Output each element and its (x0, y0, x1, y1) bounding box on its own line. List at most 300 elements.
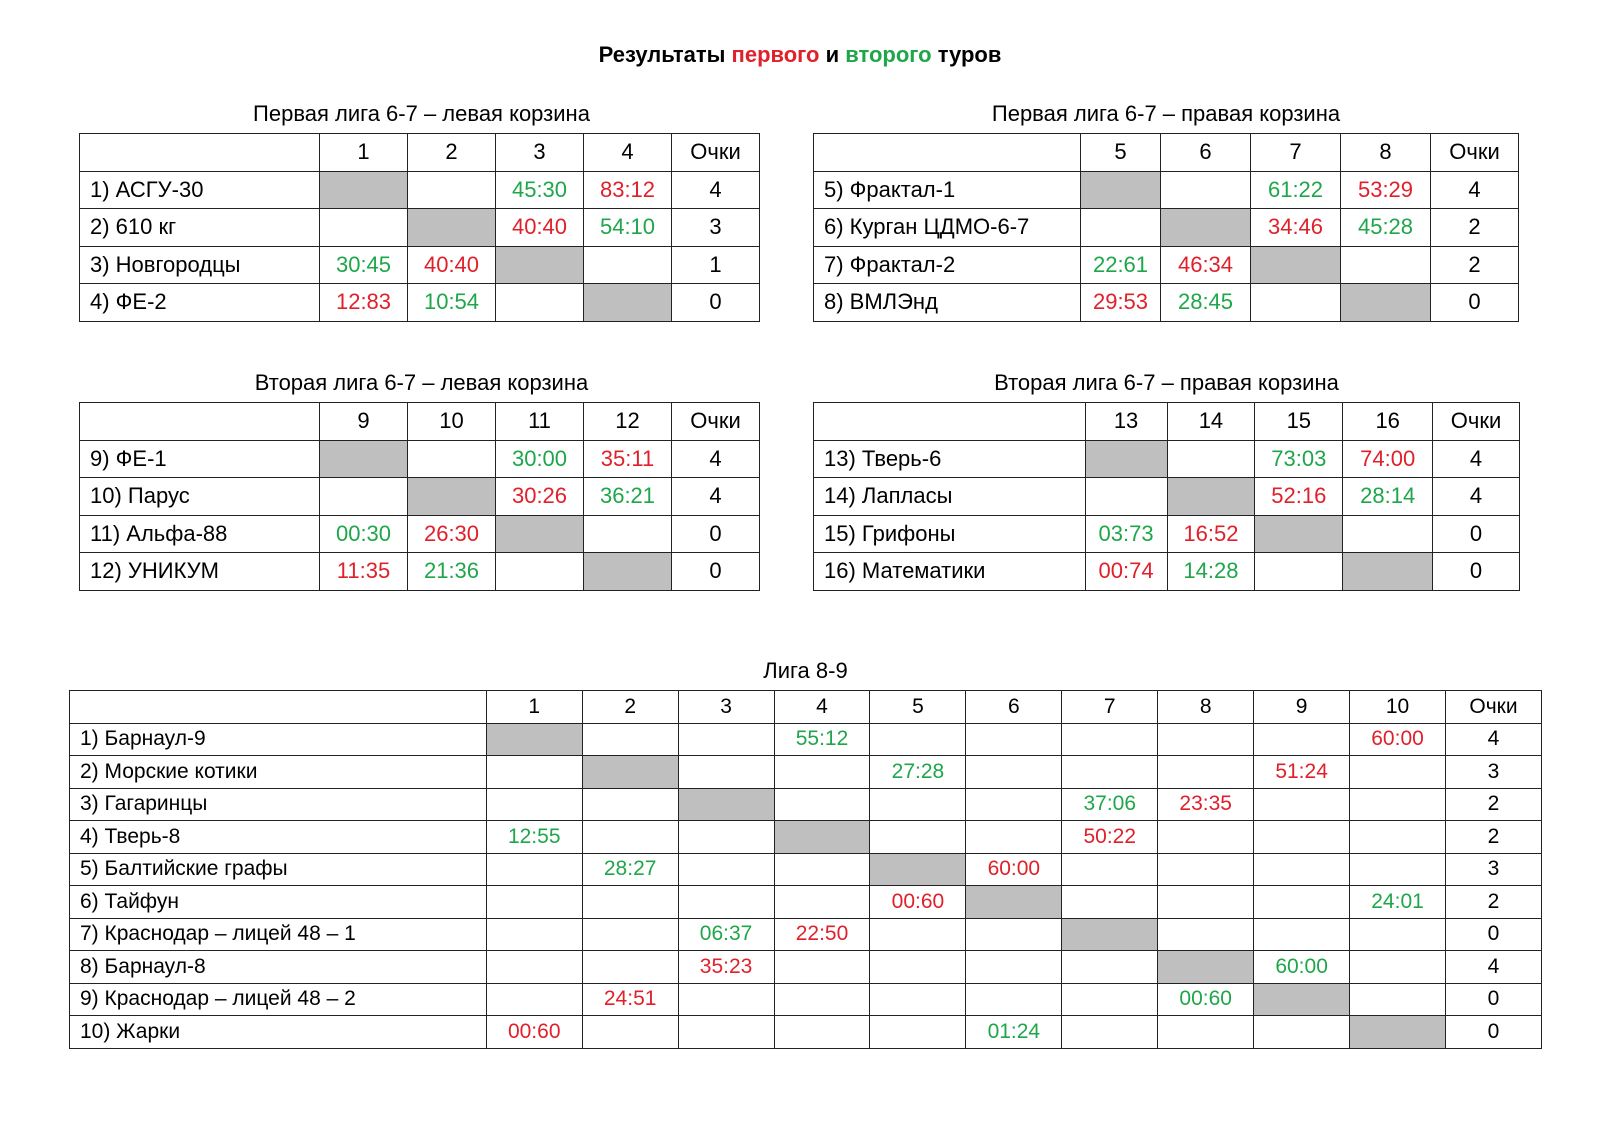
team-row (80, 440, 760, 478)
diagonal-cell (584, 284, 672, 322)
empty-cell (486, 951, 582, 984)
column-header: 8 (1341, 134, 1431, 172)
score-cell: 12:83 (320, 284, 408, 322)
team-row (70, 788, 1542, 821)
team-row (814, 553, 1520, 591)
l89-table (69, 690, 1542, 1049)
column-header: 14 (1167, 403, 1255, 441)
empty-cell (966, 983, 1062, 1016)
points-cell: 4 (1446, 723, 1542, 756)
column-header: 10 (408, 403, 496, 441)
score-cell: 28:14 (1343, 478, 1433, 516)
empty-cell (1081, 209, 1161, 247)
score-cell: 60:00 (1350, 723, 1446, 756)
header-corner-cell (80, 134, 320, 172)
points-header: Очки (1433, 403, 1520, 441)
empty-cell (1161, 171, 1251, 209)
empty-cell (1158, 723, 1254, 756)
diagonal-cell (582, 756, 678, 789)
score-cell: 36:21 (584, 478, 672, 516)
score-cell: 60:00 (966, 853, 1062, 886)
team-name: 9) Краснодар – лицей 48 – 2 (70, 983, 487, 1016)
empty-cell (496, 553, 584, 591)
column-header: 6 (1161, 134, 1251, 172)
title-text-2: и (819, 42, 846, 67)
team-name: 12) УНИКУМ (80, 553, 320, 591)
empty-cell (774, 951, 870, 984)
column-header: 2 (582, 691, 678, 724)
points-cell: 0 (1433, 553, 1520, 591)
points-cell: 0 (672, 553, 760, 591)
empty-cell (486, 918, 582, 951)
empty-cell (1350, 918, 1446, 951)
team-row (70, 1016, 1542, 1049)
score-cell: 23:35 (1158, 788, 1254, 821)
league-title: Вторая лига 6-7 – правая корзина (994, 370, 1339, 395)
diagonal-cell (1350, 1016, 1446, 1049)
score-cell: 24:51 (582, 983, 678, 1016)
league-block-second-left (79, 364, 764, 591)
empty-cell (678, 821, 774, 854)
empty-cell (678, 1016, 774, 1049)
points-cell: 0 (1446, 918, 1542, 951)
diagonal-cell (774, 821, 870, 854)
empty-cell (1254, 918, 1350, 951)
team-row (814, 246, 1519, 284)
team-name: 3) Новгородцы (80, 246, 320, 284)
team-name: 14) Лапласы (814, 478, 1086, 516)
diagonal-cell (870, 853, 966, 886)
column-header: 11 (496, 403, 584, 441)
column-header: 15 (1255, 403, 1343, 441)
header-row (70, 691, 1542, 724)
empty-cell (870, 983, 966, 1016)
team-row (814, 440, 1520, 478)
points-header: Очки (1431, 134, 1519, 172)
diagonal-cell (496, 515, 584, 553)
header-corner-cell (70, 691, 487, 724)
empty-cell (678, 886, 774, 919)
column-header: 1 (320, 134, 408, 172)
team-row (70, 853, 1542, 886)
score-cell: 30:26 (496, 478, 584, 516)
diagonal-cell (1343, 553, 1433, 591)
empty-cell (1255, 553, 1343, 591)
score-cell: 34:46 (1251, 209, 1341, 247)
league-block-first-left (79, 95, 764, 322)
score-cell: 00:60 (870, 886, 966, 919)
team-row (70, 983, 1542, 1016)
column-header: 3 (678, 691, 774, 724)
column-header: 9 (1254, 691, 1350, 724)
team-row (80, 209, 760, 247)
points-cell: 4 (672, 171, 760, 209)
diagonal-cell (408, 209, 496, 247)
score-cell: 11:35 (320, 553, 408, 591)
score-cell: 06:37 (678, 918, 774, 951)
score-cell: 21:36 (408, 553, 496, 591)
score-cell: 00:74 (1085, 553, 1167, 591)
empty-cell (1158, 1016, 1254, 1049)
score-cell: 24:01 (1350, 886, 1446, 919)
team-name: 9) ФЕ-1 (80, 440, 320, 478)
score-cell: 40:40 (496, 209, 584, 247)
team-name: 3) Гагаринцы (70, 788, 487, 821)
score-cell: 74:00 (1343, 440, 1433, 478)
team-name: 1) Барнаул-9 (70, 723, 487, 756)
empty-cell (774, 853, 870, 886)
empty-cell (870, 951, 966, 984)
score-cell: 00:30 (320, 515, 408, 553)
empty-cell (678, 983, 774, 1016)
points-cell: 1 (672, 246, 760, 284)
team-row (814, 478, 1520, 516)
empty-cell (1350, 821, 1446, 854)
empty-cell (1254, 723, 1350, 756)
team-name: 4) ФЕ-2 (80, 284, 320, 322)
score-cell: 28:27 (582, 853, 678, 886)
empty-cell (870, 918, 966, 951)
team-name: 11) Альфа-88 (80, 515, 320, 553)
diagonal-cell (486, 723, 582, 756)
diagonal-cell (1081, 171, 1161, 209)
points-cell: 2 (1431, 209, 1519, 247)
empty-cell (1062, 1016, 1158, 1049)
points-cell: 0 (1446, 1016, 1542, 1049)
l1-right-table (813, 133, 1519, 322)
empty-cell (1062, 886, 1158, 919)
empty-cell (1343, 515, 1433, 553)
empty-cell (870, 821, 966, 854)
diagonal-cell (1255, 515, 1343, 553)
column-header: 16 (1343, 403, 1433, 441)
empty-cell (486, 886, 582, 919)
points-cell: 2 (1431, 246, 1519, 284)
score-cell: 28:45 (1161, 284, 1251, 322)
points-cell: 4 (672, 440, 760, 478)
team-name: 7) Фрактал-2 (814, 246, 1081, 284)
empty-cell (1350, 951, 1446, 984)
score-cell: 14:28 (1167, 553, 1255, 591)
score-cell: 61:22 (1251, 171, 1341, 209)
score-cell: 22:50 (774, 918, 870, 951)
column-header: 13 (1085, 403, 1167, 441)
header-row (814, 403, 1520, 441)
empty-cell (1254, 853, 1350, 886)
diagonal-cell (408, 478, 496, 516)
empty-cell (678, 853, 774, 886)
empty-cell (774, 983, 870, 1016)
team-row (814, 171, 1519, 209)
empty-cell (966, 918, 1062, 951)
empty-cell (1350, 756, 1446, 789)
team-row (70, 723, 1542, 756)
team-row (70, 821, 1542, 854)
score-cell: 35:23 (678, 951, 774, 984)
empty-cell (966, 951, 1062, 984)
points-cell: 4 (1433, 478, 1520, 516)
team-name: 2) Морские котики (70, 756, 487, 789)
empty-cell (774, 756, 870, 789)
column-header: 5 (870, 691, 966, 724)
diagonal-cell (1158, 951, 1254, 984)
column-header: 7 (1062, 691, 1158, 724)
score-cell: 29:53 (1081, 284, 1161, 322)
league-block-second-right (813, 364, 1520, 591)
team-name: 2) 610 кг (80, 209, 320, 247)
league-title: Вторая лига 6-7 – левая корзина (254, 370, 589, 395)
points-header: Очки (1446, 691, 1542, 724)
team-row (80, 284, 760, 322)
points-cell: 3 (1446, 756, 1542, 789)
score-cell: 27:28 (870, 756, 966, 789)
empty-cell (1158, 853, 1254, 886)
team-name: 15) Грифоны (814, 515, 1086, 553)
column-header: 12 (584, 403, 672, 441)
empty-cell (678, 723, 774, 756)
column-header: 10 (1350, 691, 1446, 724)
team-row (70, 918, 1542, 951)
diagonal-cell (1161, 209, 1251, 247)
empty-cell (1158, 886, 1254, 919)
league-block-8-9 (69, 652, 1542, 1049)
empty-cell (774, 788, 870, 821)
column-header: 9 (320, 403, 408, 441)
column-header: 4 (774, 691, 870, 724)
team-row (80, 478, 760, 516)
empty-cell (486, 788, 582, 821)
points-cell: 4 (672, 478, 760, 516)
team-name: 6) Курган ЦДМО-6-7 (814, 209, 1081, 247)
title-first-round: первого (731, 42, 820, 67)
empty-cell (320, 209, 408, 247)
league-title: Лига 8-9 (763, 658, 848, 683)
score-cell: 54:10 (584, 209, 672, 247)
team-name: 6) Тайфун (70, 886, 487, 919)
score-cell: 35:11 (584, 440, 672, 478)
score-cell: 52:16 (1255, 478, 1343, 516)
empty-cell (870, 723, 966, 756)
empty-cell (320, 478, 408, 516)
points-cell: 0 (1431, 284, 1519, 322)
header-row (80, 134, 760, 172)
score-cell: 16:52 (1167, 515, 1255, 553)
diagonal-cell (1167, 478, 1255, 516)
diagonal-cell (1062, 918, 1158, 951)
title-text-1: Результаты (598, 42, 732, 67)
empty-cell (486, 756, 582, 789)
score-cell: 37:06 (1062, 788, 1158, 821)
team-name: 7) Краснодар – лицей 48 – 1 (70, 918, 487, 951)
empty-cell (678, 756, 774, 789)
team-row (814, 209, 1519, 247)
team-row (814, 284, 1519, 322)
empty-cell (1158, 756, 1254, 789)
empty-cell (966, 723, 1062, 756)
title-text-3: туров (931, 42, 1002, 67)
diagonal-cell (1251, 246, 1341, 284)
empty-cell (1062, 983, 1158, 1016)
empty-cell (1350, 983, 1446, 1016)
diagonal-cell (320, 171, 408, 209)
diagonal-cell (320, 440, 408, 478)
column-header: 3 (496, 134, 584, 172)
column-header: 2 (408, 134, 496, 172)
empty-cell (1341, 246, 1431, 284)
score-cell: 30:00 (496, 440, 584, 478)
empty-cell (1167, 440, 1255, 478)
diagonal-cell (966, 886, 1062, 919)
points-cell: 3 (1446, 853, 1542, 886)
score-cell: 01:24 (966, 1016, 1062, 1049)
score-cell: 10:54 (408, 284, 496, 322)
empty-cell (1254, 1016, 1350, 1049)
diagonal-cell (1341, 284, 1431, 322)
column-header: 4 (584, 134, 672, 172)
empty-cell (1158, 821, 1254, 854)
points-cell: 4 (1431, 171, 1519, 209)
points-cell: 4 (1433, 440, 1520, 478)
header-corner-cell (80, 403, 320, 441)
points-header: Очки (672, 403, 760, 441)
diagonal-cell (584, 553, 672, 591)
empty-cell (966, 756, 1062, 789)
team-name: 10) Жарки (70, 1016, 487, 1049)
league-block-first-right (813, 95, 1519, 322)
empty-cell (1350, 788, 1446, 821)
score-cell: 46:34 (1161, 246, 1251, 284)
points-cell: 0 (672, 284, 760, 322)
page-title (0, 42, 1600, 68)
l1-left-table (79, 133, 760, 322)
team-row (70, 886, 1542, 919)
empty-cell (1158, 918, 1254, 951)
empty-cell (966, 788, 1062, 821)
column-header: 7 (1251, 134, 1341, 172)
score-cell: 51:24 (1254, 756, 1350, 789)
diagonal-cell (496, 246, 584, 284)
empty-cell (1062, 951, 1158, 984)
points-cell: 0 (1433, 515, 1520, 553)
l2-left-table (79, 402, 760, 591)
score-cell: 83:12 (584, 171, 672, 209)
team-row (80, 515, 760, 553)
team-name: 5) Фрактал-1 (814, 171, 1081, 209)
score-cell: 45:30 (496, 171, 584, 209)
score-cell: 50:22 (1062, 821, 1158, 854)
score-cell: 03:73 (1085, 515, 1167, 553)
title-second-round: второго (845, 42, 932, 67)
score-cell: 40:40 (408, 246, 496, 284)
points-header: Очки (672, 134, 760, 172)
empty-cell (582, 723, 678, 756)
empty-cell (966, 821, 1062, 854)
empty-cell (582, 788, 678, 821)
diagonal-cell (678, 788, 774, 821)
empty-cell (774, 886, 870, 919)
team-name: 10) Парус (80, 478, 320, 516)
score-cell: 45:28 (1341, 209, 1431, 247)
empty-cell (1350, 853, 1446, 886)
points-cell: 2 (1446, 788, 1542, 821)
empty-cell (408, 171, 496, 209)
empty-cell (1251, 284, 1341, 322)
team-name: 13) Тверь-6 (814, 440, 1086, 478)
score-cell: 12:55 (486, 821, 582, 854)
empty-cell (1062, 853, 1158, 886)
l2-right-table (813, 402, 1520, 591)
points-cell: 0 (672, 515, 760, 553)
team-row (80, 171, 760, 209)
empty-cell (1254, 788, 1350, 821)
empty-cell (870, 1016, 966, 1049)
empty-cell (582, 886, 678, 919)
score-cell: 53:29 (1341, 171, 1431, 209)
empty-cell (774, 1016, 870, 1049)
header-row (814, 134, 1519, 172)
team-name: 8) ВМЛЭнд (814, 284, 1081, 322)
empty-cell (582, 918, 678, 951)
empty-cell (496, 284, 584, 322)
empty-cell (1254, 886, 1350, 919)
team-name: 8) Барнаул-8 (70, 951, 487, 984)
team-row (80, 553, 760, 591)
score-cell: 73:03 (1255, 440, 1343, 478)
team-name: 4) Тверь-8 (70, 821, 487, 854)
empty-cell (486, 853, 582, 886)
empty-cell (582, 821, 678, 854)
points-cell: 4 (1446, 951, 1542, 984)
team-row (70, 756, 1542, 789)
score-cell: 26:30 (408, 515, 496, 553)
empty-cell (1254, 821, 1350, 854)
empty-cell (1062, 756, 1158, 789)
team-name: 5) Балтийские графы (70, 853, 487, 886)
points-cell: 2 (1446, 886, 1542, 919)
empty-cell (582, 1016, 678, 1049)
score-cell: 00:60 (1158, 983, 1254, 1016)
column-header: 8 (1158, 691, 1254, 724)
points-cell: 2 (1446, 821, 1542, 854)
header-corner-cell (814, 134, 1081, 172)
diagonal-cell (1254, 983, 1350, 1016)
empty-cell (584, 515, 672, 553)
league-title: Первая лига 6-7 – правая корзина (991, 101, 1341, 126)
empty-cell (486, 983, 582, 1016)
score-cell: 00:60 (486, 1016, 582, 1049)
empty-cell (870, 788, 966, 821)
points-cell: 3 (672, 209, 760, 247)
empty-cell (582, 951, 678, 984)
header-row (80, 403, 760, 441)
empty-cell (584, 246, 672, 284)
team-name: 16) Математики (814, 553, 1086, 591)
column-header: 5 (1081, 134, 1161, 172)
team-row (80, 246, 760, 284)
empty-cell (1062, 723, 1158, 756)
team-row (70, 951, 1542, 984)
score-cell: 22:61 (1081, 246, 1161, 284)
column-header: 1 (486, 691, 582, 724)
score-cell: 55:12 (774, 723, 870, 756)
header-corner-cell (814, 403, 1086, 441)
column-header: 6 (966, 691, 1062, 724)
team-row (814, 515, 1520, 553)
league-title: Первая лига 6-7 – левая корзина (253, 101, 590, 126)
team-name: 1) АСГУ-30 (80, 171, 320, 209)
score-cell: 30:45 (320, 246, 408, 284)
empty-cell (1085, 478, 1167, 516)
